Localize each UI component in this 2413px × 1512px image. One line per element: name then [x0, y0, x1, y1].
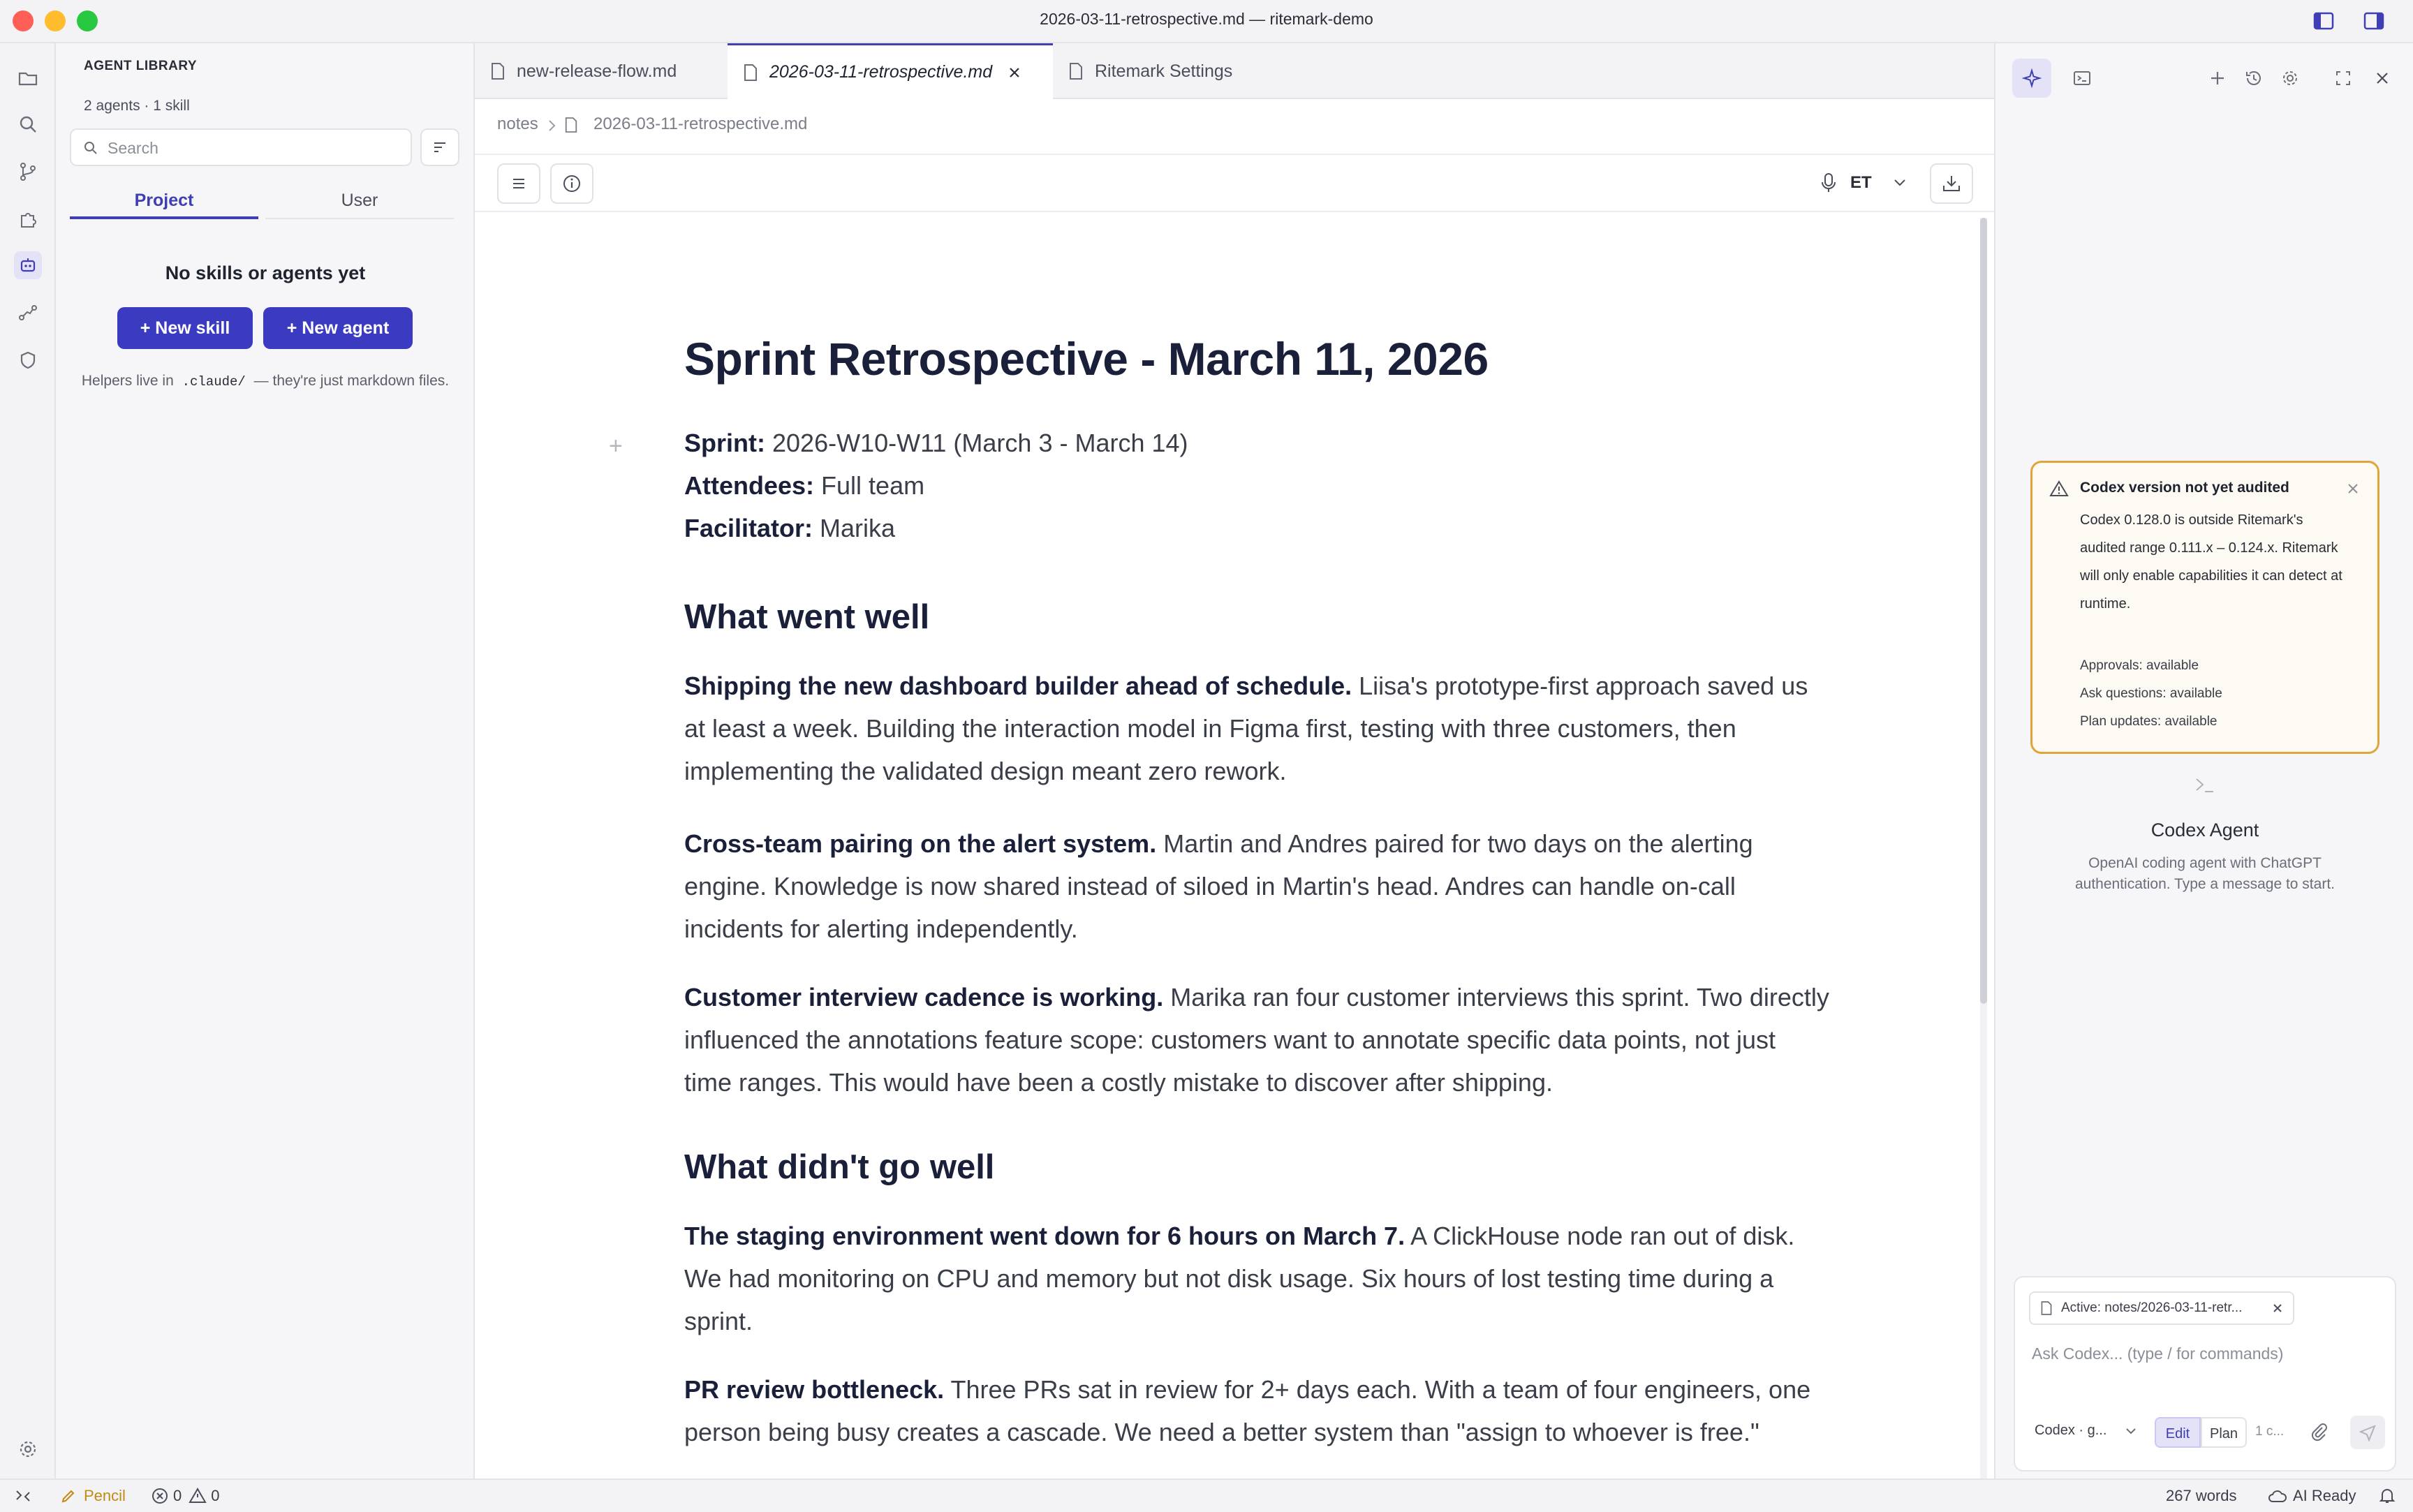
document-title: Sprint Retrospective - March 11, 2026 — [684, 333, 1489, 385]
agent-library-panel — [56, 43, 475, 1478]
breadcrumb-file[interactable]: 2026-03-11-retrospective.md — [593, 114, 808, 133]
folder-icon[interactable] — [14, 64, 42, 92]
outline-button[interactable] — [497, 163, 540, 204]
search-input[interactable] — [70, 128, 412, 166]
paragraph-lead: Customer interview cadence is working. — [684, 983, 1164, 1011]
chat-input[interactable]: Ask Codex... (type / for commands) — [2032, 1344, 2284, 1363]
scrollbar-thumb[interactable] — [1980, 218, 1987, 1004]
active-file-chip[interactable] — [2029, 1291, 2294, 1325]
tab-user[interactable]: User — [265, 183, 454, 219]
breadcrumb — [475, 99, 1994, 155]
expand-icon — [2334, 69, 2352, 87]
sparkle-icon — [2021, 68, 2042, 89]
close-panel-button[interactable] — [2363, 59, 2402, 98]
window-title: 2026-03-11-retrospective.md — ritemark-demo — [1040, 10, 1373, 28]
meta-facilitator — [684, 514, 895, 543]
panel-title: AGENT LIBRARY — [84, 59, 198, 73]
tab-label: new-release-flow.md — [517, 61, 677, 81]
mode-plan-button[interactable]: Plan — [2201, 1417, 2247, 1448]
file-icon — [490, 62, 506, 80]
chat-input-box[interactable] — [2014, 1276, 2396, 1472]
paragraph-lead: Cross-team pairing on the alert system. — [684, 829, 1157, 858]
paragraph-lead: Shipping the new dashboard builder ahead of schedule. — [684, 672, 1352, 700]
editor-toolbar — [475, 155, 1994, 212]
new-agent-button[interactable]: + New agent — [263, 307, 413, 349]
warning-title: Codex version not yet audited — [2080, 480, 2289, 496]
problems-status[interactable] — [151, 1487, 220, 1505]
terminal-icon — [2072, 68, 2093, 89]
paragraph-text: Martin and Andres paired for two days on the alerting engine. Knowledge is now shared instead of siloed in Martin's head. Andres can handle on-call incidents for alerting independently. — [684, 829, 1753, 943]
file-icon — [743, 64, 758, 82]
ai-status-label: AI Ready — [2293, 1487, 2356, 1504]
meta-sprint — [684, 429, 1188, 458]
tab-ritemark-settings[interactable] — [1053, 43, 1262, 99]
dismiss-warning-icon[interactable] — [2347, 482, 2359, 495]
source-control-icon[interactable] — [14, 158, 42, 186]
library-count: 2 agents · 1 skill — [84, 98, 190, 114]
paperclip-icon[interactable] — [2308, 1421, 2329, 1442]
meta-label: Facilitator: — [684, 514, 813, 542]
tab-label: Ritemark Settings — [1095, 61, 1233, 81]
paragraph — [684, 665, 1829, 792]
expand-panel-button[interactable] — [2324, 59, 2363, 98]
warning-icon — [189, 1487, 207, 1505]
capability-approvals: Approvals: available — [2080, 658, 2199, 673]
agent-name: Codex Agent — [2150, 820, 2259, 840]
paragraph-text: A ClickHouse node ran out of disk. We had monitoring on CPU and memory but not disk usage. Six hours of lost testing time during a sprint. — [684, 1222, 1795, 1335]
new-skill-button[interactable]: + New skill — [117, 307, 253, 349]
toggle-right-sidebar-icon[interactable] — [2363, 10, 2385, 32]
active-file-label: Active: notes/2026-03-11-retr... — [2061, 1300, 2243, 1315]
chevron-down-icon[interactable] — [2124, 1427, 2138, 1437]
title-bar — [0, 0, 2413, 43]
send-icon — [2359, 1423, 2377, 1441]
history-icon — [2244, 68, 2264, 88]
new-agent-label: New agent — [302, 318, 390, 338]
meta-label: Attendees: — [684, 471, 815, 500]
helper-text-after: — they're just markdown files. — [253, 373, 450, 389]
meta-value: 2026-W10-W11 (March 3 - March 14) — [772, 429, 1188, 457]
menu-icon — [510, 175, 528, 193]
breadcrumb-folder[interactable]: notes — [497, 114, 538, 133]
tab-label: 2026-03-11-retrospective.md — [769, 62, 993, 82]
word-count: 267 words — [2166, 1487, 2237, 1504]
paragraph-text: Marika ran four customer interviews this sprint. Two directly influenced the annotations feature scope: customers want to annotate specific data points, not just time ranges. This would have been a costly mistake to discover after shipping. — [684, 983, 1829, 1097]
search-icon[interactable] — [14, 110, 42, 138]
pencil-icon — [60, 1488, 77, 1504]
ai-status[interactable] — [2268, 1487, 2356, 1505]
tab-new-release-flow[interactable] — [475, 43, 726, 99]
meta-value: Full team — [821, 471, 925, 500]
download-icon — [1941, 173, 1962, 194]
remove-context-icon[interactable] — [2272, 1303, 2283, 1314]
cloud-icon — [2268, 1488, 2287, 1504]
section-heading: What went well — [684, 598, 930, 636]
meta-value: Marika — [820, 514, 896, 542]
dictation-language[interactable]: ET — [1850, 173, 1872, 192]
version-warning-card — [2030, 461, 2379, 754]
chevron-down-icon[interactable] — [1892, 177, 1907, 188]
export-button[interactable] — [1930, 163, 1973, 204]
flow-icon[interactable] — [14, 299, 42, 327]
pencil-label: Pencil — [84, 1487, 126, 1504]
paragraph-lead: PR review bottleneck. — [684, 1375, 945, 1404]
close-icon — [2374, 70, 2391, 87]
shield-icon[interactable] — [14, 346, 42, 374]
context-count: 1 c... — [2255, 1424, 2285, 1439]
panel-settings-button[interactable] — [2271, 59, 2310, 98]
file-icon — [564, 116, 578, 134]
terminal-tab[interactable] — [2063, 59, 2102, 98]
meta-attendees — [684, 471, 924, 501]
paragraph — [684, 1368, 1829, 1453]
search-icon — [82, 140, 99, 156]
section-heading: What didn't go well — [684, 1148, 995, 1186]
extensions-icon[interactable] — [14, 205, 42, 233]
settings-icon[interactable] — [14, 1435, 42, 1463]
activity-bar — [0, 43, 56, 1478]
editor-tab-bar — [475, 43, 1994, 99]
agent-description: OpenAI coding agent with ChatGPT authentication. Type a message to start. — [2074, 855, 2335, 892]
error-count: 0 — [173, 1487, 182, 1504]
microphone-icon[interactable] — [1820, 172, 1838, 194]
meta-label: Sprint: — [684, 429, 765, 457]
capability-plan-updates: Plan updates: available — [2080, 714, 2218, 729]
capability-ask-questions: Ask questions: available — [2080, 686, 2222, 701]
chevron-right-icon — [547, 119, 557, 133]
notifications-icon[interactable] — [2378, 1487, 2396, 1505]
info-icon — [562, 174, 582, 193]
empty-state-title: No skills or agents yet — [165, 262, 366, 283]
history-button[interactable] — [2234, 59, 2273, 98]
add-block-icon[interactable]: + — [609, 433, 623, 459]
paragraph-text: Liisa's prototype-first approach saved us at least a week. Building the interaction model in Figma first, testing with three customers, then implementing the validated design meant zero rework. — [684, 672, 1808, 785]
file-icon — [2040, 1300, 2053, 1316]
remote-icon[interactable] — [14, 1487, 32, 1505]
status-bar — [0, 1478, 2413, 1512]
new-chat-button[interactable] — [2198, 59, 2237, 98]
tab-project[interactable]: Project — [70, 183, 258, 219]
paragraph — [684, 822, 1829, 950]
helper-text — [77, 370, 454, 393]
toggle-left-sidebar-icon[interactable] — [2312, 10, 2335, 32]
helper-text-before: Helpers live in — [81, 373, 174, 389]
ai-assistant-tab[interactable] — [2012, 59, 2051, 98]
info-button[interactable] — [550, 163, 593, 204]
agent-library-icon[interactable] — [14, 251, 42, 279]
warning-count: 0 — [211, 1487, 220, 1504]
search-placeholder: Search — [108, 139, 158, 157]
ai-agent-panel — [1994, 43, 2413, 1478]
warning-body: Codex 0.128.0 is outside Ritemark's audited range 0.111.x – 0.124.x. Ritemark will only enable capabilities it can detect at runtime. — [2080, 512, 2342, 612]
mode-edit-button[interactable]: Edit — [2155, 1417, 2201, 1448]
pencil-status[interactable] — [60, 1487, 126, 1505]
plus-icon — [2208, 68, 2227, 88]
tab-retrospective[interactable] — [728, 43, 1053, 99]
paragraph-lead: The staging environment went down for 6 hours on March 7. — [684, 1222, 1405, 1250]
new-skill-label: New skill — [155, 318, 230, 338]
agent-prompt-icon — [1995, 775, 2413, 796]
close-tab-icon[interactable] — [1008, 66, 1021, 80]
warning-icon — [2049, 480, 2069, 498]
send-button[interactable] — [2350, 1416, 2385, 1449]
sort-icon — [431, 138, 449, 156]
sort-button[interactable] — [420, 128, 459, 166]
model-selector[interactable]: Codex · g... — [2035, 1423, 2107, 1438]
error-icon — [151, 1487, 169, 1505]
file-icon — [1068, 62, 1084, 80]
paragraph-text: Three PRs sat in review for 2+ days each. With a team of four engineers, one person being busy creates a cascade. We need a better system than "assign to whoever is free." — [684, 1375, 1811, 1446]
paragraph — [684, 1215, 1829, 1342]
paragraph — [684, 976, 1829, 1104]
gear-icon — [2280, 68, 2300, 88]
document-editor[interactable] — [475, 212, 1994, 1478]
helper-code: .claude/ — [182, 374, 246, 390]
